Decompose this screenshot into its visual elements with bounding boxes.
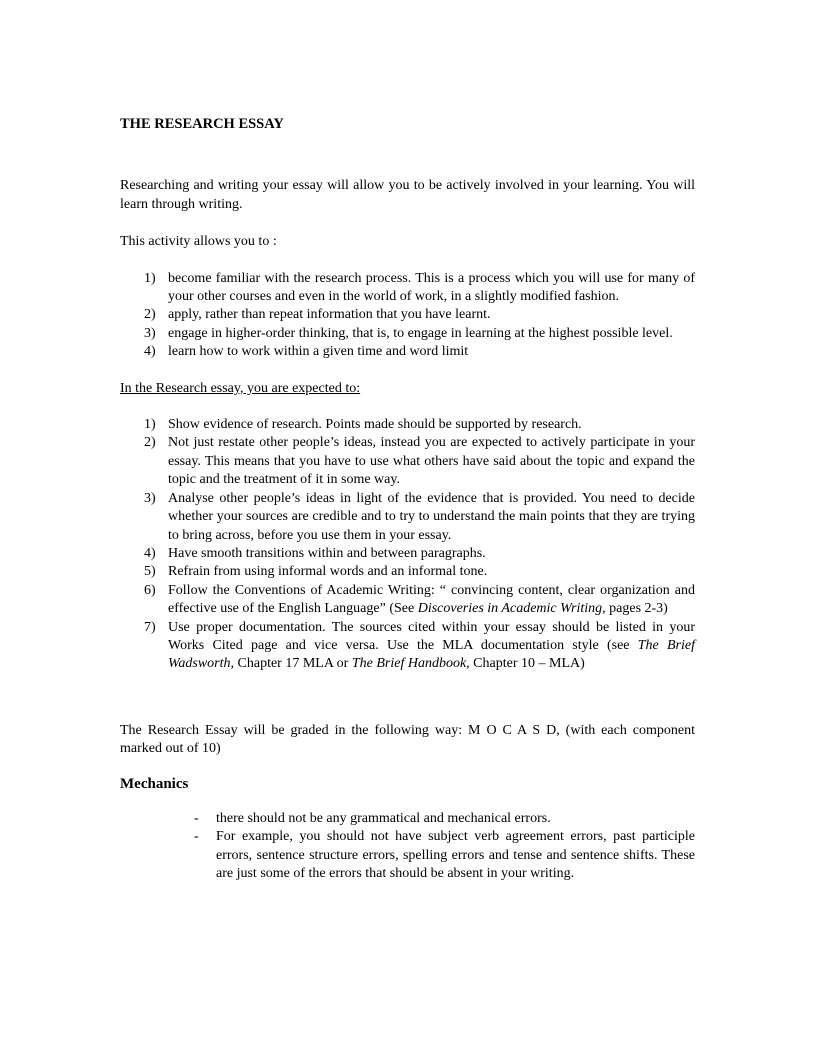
list-item-text: Chapter 17 MLA or xyxy=(234,656,352,672)
book-title: The Brief Wadsworth, xyxy=(168,637,695,672)
grading-paragraph: The Research Essay will be graded in the following way: M O C A S D, (with each component marked out of 10) xyxy=(120,722,695,757)
list-number: 7) xyxy=(144,619,156,635)
list-number: 3) xyxy=(144,490,156,506)
list-item xyxy=(120,325,695,343)
list-item-text: learn how to work within a given time and word limit xyxy=(168,344,469,360)
list-item-text: engage in higher-order thinking, that is, to engage in learning at the highest possible level. xyxy=(168,325,673,341)
list-item-text: there should not be any grammatical and mechanical errors. xyxy=(216,810,551,826)
list-item-text: For example, you should not have subject verb agreement errors, past participle errors, sentence structure errors, spelling errors and tense and sentence shifts. These are just some of the errors that should be absent in your writing. xyxy=(216,829,695,882)
book-title: Discoveries in Academic Writing xyxy=(417,601,603,617)
list-item xyxy=(120,270,695,307)
list-item-text: , pages 2-3) xyxy=(602,601,668,617)
list-item-text: , Chapter 10 – MLA) xyxy=(466,656,585,672)
list-item xyxy=(120,343,695,361)
list-item-text: Use proper documentation. The sources cited within your essay should be listed in your Works Cited page and vice versa. Use the MLA documentation style (see xyxy=(168,619,695,653)
list-item xyxy=(120,828,695,883)
list-item-text: Not just restate other people’s ideas, instead you are expected to actively participate in your essay. This means that you have to use what others have said about the topic and expand the topic and the treatment of it in some way. xyxy=(168,435,695,488)
expected-heading: In the Research essay, you are expected to: xyxy=(120,380,361,396)
dash-bullet: - xyxy=(194,829,199,845)
list-item xyxy=(120,416,695,434)
list-item xyxy=(120,810,695,828)
document-title: THE RESEARCH ESSAY xyxy=(120,116,284,132)
list-item-text: Analyse other people’s ideas in light of the evidence that is provided. You need to decide whether your sources are credible and to try to understand the main points that they are trying to bring across, before you use them in your essay. xyxy=(168,490,695,543)
book-title: The Brief Handbook xyxy=(351,656,467,672)
list-number: 2) xyxy=(144,435,156,451)
dash-bullet: - xyxy=(194,810,199,826)
list-item xyxy=(120,619,695,674)
list-item-text: apply, rather than repeat information that you have learnt. xyxy=(168,307,491,323)
list-number: 1) xyxy=(144,270,156,286)
list-number: 1) xyxy=(144,417,156,433)
list-number: 3) xyxy=(144,325,156,341)
list-number: 2) xyxy=(144,307,156,323)
list-item xyxy=(120,306,695,324)
activity-intro: This activity allows you to : xyxy=(120,234,277,250)
activity-list xyxy=(120,270,695,362)
list-item-text: Refrain from using informal words and an informal tone. xyxy=(168,564,488,580)
expected-list xyxy=(120,416,695,674)
intro-paragraph: Researching and writing your essay will allow you to be actively involved in your learning. You will learn through writing. xyxy=(120,178,695,212)
list-item xyxy=(120,434,695,489)
list-item-text: Follow the Conventions of Academic Writing: “ convincing content, clear organization and effective use of the English Language” (See xyxy=(168,582,695,617)
document-body xyxy=(120,115,695,884)
list-number: 4) xyxy=(144,344,156,360)
list-item xyxy=(120,490,695,545)
list-item-text: Show evidence of research. Points made should be supported by research. xyxy=(168,417,582,433)
list-item xyxy=(120,582,695,619)
list-number: 4) xyxy=(144,545,156,561)
list-item-text: become familiar with the research process. This is a process which you will use for many of your other courses and even in the world of work, in a slightly modified fashion. xyxy=(168,270,695,305)
mechanics-list xyxy=(120,810,695,884)
list-item xyxy=(120,563,695,581)
mechanics-heading: Mechanics xyxy=(120,775,189,792)
list-item xyxy=(120,545,695,563)
list-number: 6) xyxy=(144,582,156,598)
list-item-text: Have smooth transitions within and between paragraphs. xyxy=(168,545,486,561)
list-number: 5) xyxy=(144,564,156,580)
